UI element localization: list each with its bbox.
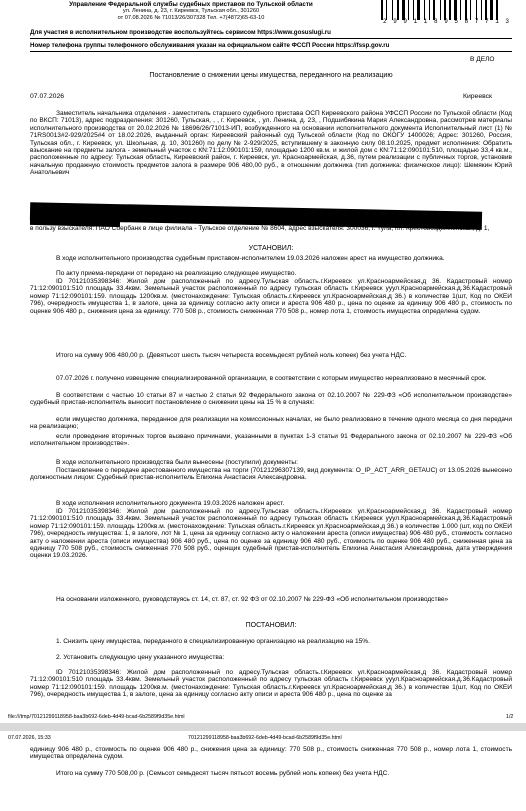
paragraph-arrest-2: В ходе исполнения исполнительного документа 19.03.2026 наложен арест. <box>56 500 285 507</box>
phone-notice: Номер телефона группы телефонного обслуживания указан на официальном сайте ФССП России https://fssp.gov.ru <box>30 42 390 49</box>
heading-ustanovil: УСТАНОВИЛ: <box>248 245 294 252</box>
barcode-bar <box>465 0 467 20</box>
barcode-bar <box>413 0 414 20</box>
barcode-bar <box>386 0 387 20</box>
barcode-bar <box>429 0 430 20</box>
paragraph-decision-2: 2. Установить следующую цену указанного имущества: <box>56 654 225 661</box>
footer-page-number: 1/2 <box>506 714 514 720</box>
barcode-digits: 2 9 9 1 1 8 9 5 8 7 7 1 3 <box>383 18 511 25</box>
barcode-bar <box>392 0 393 20</box>
document-city: Киреевск <box>463 93 493 100</box>
gosuslugi-notice: Для участия в исполнительном производстве воспользуйтесь сервисом https://www.gosuslugi.ru <box>30 29 331 36</box>
paragraph-auction: Постановление о передаче арестованного имущества на торги (70121296307139, вид документа: O_IP_ACT_ARR_GETAUC) от 13.05.2026 вынесено должностным лицом: Судебный пристав-исполнитель Епихина Анастасия Александровна. <box>30 467 512 482</box>
barcode-bar <box>449 0 451 20</box>
paragraph-claimant: в пользу взыскателя: ПАО Сбербанк в лице филиала - Тульское отделение № 8604, адрес взыскателя: 300036, г. Тула, пл. Крестовоздвиженская, д. 1, <box>30 225 490 232</box>
document-date: 07.07.2026 <box>30 93 65 100</box>
barcode-bar <box>433 0 435 20</box>
doc-reference: от 07.08.2026 № 71013/26/307328 Тел. +7(4872)65-63-10 <box>117 15 265 21</box>
paragraph-total: Итого на сумму 906 480,00 р. (Девятьсот шесть тысяч четыреста восемьдесят рублей ноль копеек) без учета НДС. <box>56 352 407 359</box>
org-name: Управление Федеральной службы судебных приставов по Тульской области <box>69 1 313 8</box>
barcode-bar <box>397 0 399 20</box>
document-title: Постановление о снижении цены имущества, переданного на реализацию <box>149 72 393 79</box>
paragraph-case-1: если имущество должника, переданное для реализации на комиссионных началах, не было реализовано в течение одного месяца со дня передачи на реализацию; <box>30 416 512 431</box>
print-datetime: 07.07.2026, 15:33 <box>8 735 51 741</box>
paragraph-basis: На основании изложенного, руководствуясь ст. 14, ст. 87, ст. 92 ФЗ от 02.10.2007 № 229-ФЗ «Об исполнительном производстве» <box>56 596 449 603</box>
barcode-bar <box>440 0 441 20</box>
paragraph-case-2: если проведение вторичных торгов вызвано причинами, указанными в пунктах 1-3 статьи 91 Федерального закона от 02.10.2007 № 229-ФЗ «Об исполнительном производстве». <box>30 433 512 448</box>
barcode-bar <box>496 0 498 20</box>
barcode-bar <box>485 0 487 20</box>
document-page-2 <box>0 731 526 811</box>
footer-file-path: file:///tmp/70121299118958-baa3b692-6deb-4d49-bcad-6b2589f9d35e.html <box>8 714 185 720</box>
paragraph-continued: единицу 906 480 р., стоимость по оценке 906 480 р., снижения цена за единицу: 770 508 р., стоимость сниженная 770 508 р., номер лота 1, стоимость имущества определена судом. <box>30 746 512 761</box>
barcode-bar <box>402 0 405 20</box>
barcode-bar <box>490 0 493 20</box>
paragraph-preamble: Заместитель начальника отделения - заместитель старшего судебного пристава ОСП Киреевского района УФССП России по Тульской области (Код по ВКСП: 71013), адрес подразделения: 301260, Тульская, , , г. Киреевск, , ул. Ленина, д. 23, , Подшибякина Мария Александровна, рассмотрев материалы исполнительного производства от 20.02.2026 № 18696/26/71013-ИП, возбужденного на основании исполнительного документа Исполнительный лист (1) № 71RS0013#2-929/2025#4 от 18.02.2026, выданный орган: Киреевский районный суд Тульской области (Код по ОКОГУ 1400026; Адрес: 301260, Россия, Тульская обл., г. Киреевск, ул. Школьная, д. 10, 301260) по делу № 2-929/2025, вступившему в законную силу 08.10.2025, предмет исполнения: Обратить взыскание на предметы залога - земельный участок с КN:71:12:090101:159, площадью 1200 кв.м. и жилой дом с КN:71:12:090101:510, площадью 33,4 кв.м., расположенные по адресу: Тульская область, Киреевский район, г. Киреевск, ул. Красноармейская, д.36, путем реализации с публичных торгов, установив начальную продажную стоимость предметов залога в размере 906 480,00 руб., в отношении должника (тип должника: физическое лицо): Шемякин Юрий Анатольевич <box>30 110 512 177</box>
org-address: ул. Ленина, д. 23, г. Киреевск, Тульская обл., 301260 <box>122 8 260 14</box>
barcode-bar <box>424 0 425 20</box>
paragraph-transfer: По акту приема-передачи от передано на реализацию следующее имущество. <box>56 270 297 277</box>
paragraph-property: ID 70121035398346: Жилой дом расположенный по адресу.Тульская область.г.Киреевск ул.Красноармейская,д 36. Кадастровый номер 71:12:090101:510 площадь 33.4квм. Земельный участок расположенный по адресу тульская область г.Киреевск ууул.Красноармейская.д.36.Кадастровый номер 71:12:090101:159. площадь 1200кв.м. (местонахождение: Тульская область.г.Киреевск ул.Красноармейская,д 36.) в количестве 1(шт, Код по ОКЕИ 796), очередность имущества 1, в залоге, цена за единицу согласно акту описи и ареста 906 480 р., цена по оценке за единицу 906 480 р., стоимость по оценке 906 480 р., снижения цена за единицу: 770 508 р., стоимость сниженная 770 508 р., номер лота 1, стоимость имущества определена судом. <box>30 278 512 315</box>
paragraph-total-2: Итого на сумму 770 508,00 р. (Семьсот семьдесят тысяч пятьсот восемь рублей ноль копеек) без учета НДС. <box>56 770 390 777</box>
paragraph-property-2: ID 70121035398346: Жилой дом расположенный по адресу.Тульская область.г.Киреевск ул.Красноармейская,д 36. Кадастровый номер 71:12:090101:510 площадь 33.4квм. Земельный участок расположенный по адресу тульская область г.Киреевск ууул.Красноармейская.д.36.Кадастровый номер 71:12:090101:159. площадь 1200кв.м. (местонахождение: Тульская область.г.Киреевск ул.Красноармейская,д 36.) в количестве 1.000 (шт, код по ОКЕИ 796), очередность имущества: 1, в залоге, лот № 1, цена за единицу согласно акту о наложении ареста (описи имущества) 906 480 руб., стоимость согласно акту о наложении ареста (описи имущества) 906 480 руб., цена по оценке за единицу 906 480 руб., стоимость по оценке 906 480 руб., сниженная цена за единицу 770 508 руб., стоимость сниженная 770 508 руб., оценщик судебный пристав-исполнитель Епихина Анастасия Александровна, дата утверждения оценки 19.03.2026. <box>30 508 512 560</box>
paragraph-arrest: В ходе исполнительного производства судебным приставом-исполнителем 19.03.2026 наложен арест на имущество должника. <box>56 255 445 262</box>
barcode-bar <box>460 0 461 20</box>
paragraph-documents: В ходе исполнительного производства были вынесены (поступили) документы: <box>56 459 298 466</box>
barcode-bar <box>408 0 409 20</box>
paragraph-notice: 07.07.2026 г. получено извещение специализированной организации, в соответствии с которым имущество нереализовано в месячный срок. <box>56 375 487 382</box>
paragraph-property-3: ID 70121035398346: Жилой дом расположенный по адресу.Тульская область.г.Киреевск ул.Красноармейская,д 36. Кадастровый номер 71:12:090101:510 площадь 33.4квм. Земельный участок расположенный по адресу тульская область г.Киреевск ууул.Красноармейская.д.36.Кадастровый номер 71:12:090101:159. площадь 1200кв.м. (местонахождение: Тульская область.г.Киреевск ул.Красноармейская,д 36.) в количестве 1(шт, Код по ОКЕИ 796), очередность имущества 1, в залоге, цена за единицу согласно акту описи и ареста 906 480 р., цена по оценке за <box>30 669 512 699</box>
delo-stamp: В ДЕЛО <box>470 56 495 63</box>
heading-postanovil: ПОСТАНОВИЛ: <box>245 622 297 629</box>
print-header: 70121299118958-baa3b692-6deb-4d49-bcad-6b2589f9d35e.html <box>188 735 342 741</box>
barcode-bar <box>381 0 383 20</box>
paragraph-law: В соответствии с частью 10 статьи 87 и частью 2 статьи 92 Федерального закона от 02.10.2007 № 229-ФЗ «Об исполнительном производстве» судебный пристав-исполнитель выносит постановление о снижении цены на 15 % в случаях: <box>30 392 512 407</box>
barcode-bar <box>417 0 420 20</box>
barcode-bar <box>470 0 471 20</box>
paragraph-decision-1: 1. Снизить цену имущества, переданного в специализированную организацию на реализацию на 15%. <box>56 638 370 645</box>
barcode-bar <box>481 0 482 20</box>
barcode-bar <box>444 0 446 20</box>
barcode-bar <box>454 0 457 20</box>
barcode-bar <box>476 0 477 20</box>
header-divider <box>30 51 512 52</box>
header-divider <box>30 38 512 39</box>
